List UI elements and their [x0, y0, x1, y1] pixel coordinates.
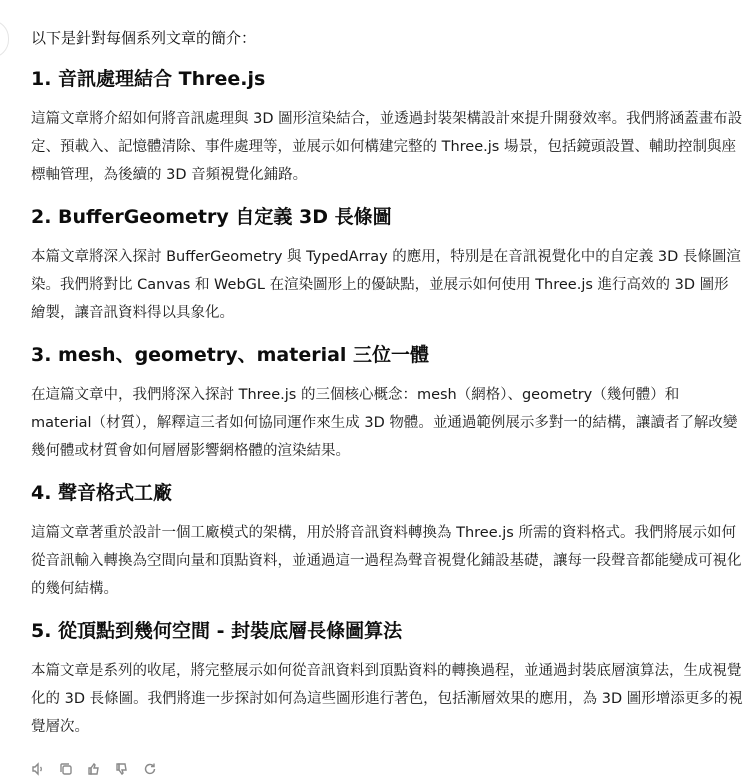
section-heading: 2. BufferGeometry 自定義 3D 長條圖 — [31, 206, 392, 228]
section-heading: 3. mesh、geometry、material 三位一體 — [31, 344, 430, 366]
section-3 — [31, 341, 743, 465]
assistant-message — [31, 26, 743, 755]
section-heading: 4. 聲音格式工廠 — [31, 482, 173, 504]
intro-text: 以下是針對每個系列文章的簡介： — [31, 29, 257, 47]
message-actions-toolbar — [31, 762, 157, 776]
section-heading: 1. 音訊處理結合 Three.js — [31, 68, 266, 90]
section-2 — [31, 203, 743, 327]
regenerate-icon[interactable] — [143, 762, 157, 776]
section-body: 這篇文章著重於設計一個工廠模式的架構，用於將音訊資料轉換為 Three.js 所需的資料格式。我們將展示如何從音訊輸入轉換為空間向量和頂點資料，並通過這一過程為聲音視覺化鋪設基礎，讓每一段聲音都能變成可視化的幾何結構。 — [31, 525, 742, 597]
collapsed-panel-edge — [0, 20, 9, 58]
section-4 — [31, 479, 743, 603]
section-5 — [31, 617, 743, 741]
section-heading: 5. 從頂點到幾何空間 - 封裝底層長條圖算法 — [31, 620, 403, 642]
section-body: 本篇文章是系列的收尾，將完整展示如何從音訊資料到頂點資料的轉換過程，並通過封裝底層演算法，生成視覺化的 3D 長條圖。我們將進一步探討如何為這些圖形進行著色，包括漸層效果的應用，為 3D 圖形增添更多的視覺層次。 — [31, 663, 743, 735]
section-1 — [31, 65, 743, 189]
thumbs-up-icon[interactable] — [87, 762, 101, 776]
section-body: 本篇文章將深入探討 BufferGeometry 與 TypedArray 的應用，特別是在音訊視覺化中的自定義 3D 長條圖渲染。我們將對比 Canvas 和 WebGL 在渲染圖形上的優缺點，並展示如何使用 Three.js 進行高效的 3D 圖形繪製，讓音訊資料得以具象化。 — [31, 249, 741, 321]
speaker-icon[interactable] — [31, 762, 45, 776]
copy-icon[interactable] — [59, 762, 73, 776]
section-body: 這篇文章將介紹如何將音訊處理與 3D 圖形渲染結合，並透過封裝架構設計來提升開發效率。我們將涵蓋畫布設定、預載入、記憶體清除、事件處理等，並展示如何構建完整的 Three.js 場景，包括鏡頭設置、輔助控制與座標軸管理，為後續的 3D 音頻視覺化鋪路。 — [31, 111, 743, 183]
section-body: 在這篇文章中，我們將深入探討 Three.js 的三個核心概念：mesh（網格）、geometry（幾何體）和 material（材質），解釋這三者如何協同運作來生成 3D 物體。並通過範例展示多對一的結構，讓讀者了解改變幾何體或材質會如何層層影響網格體的渲染結果。 — [31, 387, 738, 459]
thumbs-down-icon[interactable] — [115, 762, 129, 776]
